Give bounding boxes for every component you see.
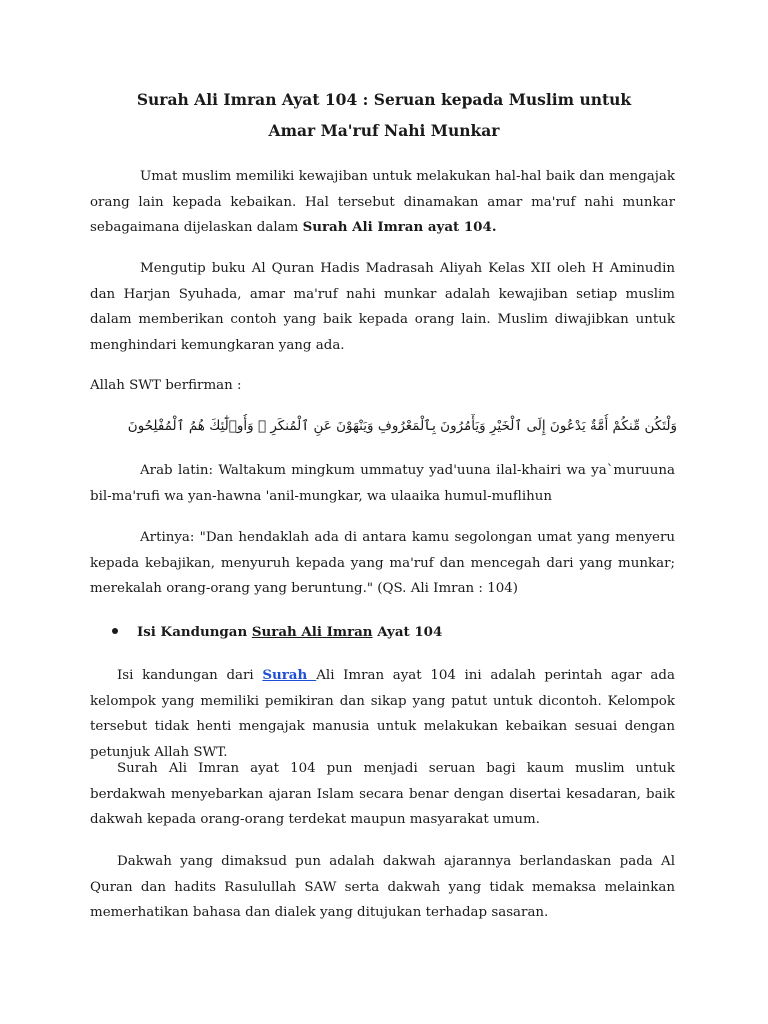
content-paragraph-2: Surah Ali Imran ayat 104 pun menjadi seruan bagi kaum muslim untuk berdakwah menyebarkan ajaran Islam secara benar dengan disertai kesadaran, baik dakwah kepada orang-orang terdekat maupun masyarakat umum. — [90, 761, 675, 827]
document-title-line-1: Surah Ali Imran Ayat 104 : Seruan kepada Muslim untuk — [136, 90, 632, 109]
section-heading-suffix: Ayat 104 — [372, 624, 443, 640]
arabic-verse: وَلْتَكُن مِّنكُمْ أُمَّةٌ يَدْعُونَ إِلَى ٱلْخَيْرِ وَيَأْمُرُونَ بِٱلْمَعْرُوفِ وَيَنْهَوْنَ عَنِ ٱلْمُنكَرِ ۚ وَأُو۟لَٰٓئِكَ هُمُ ٱلْمُفْلِحُونَ — [127, 418, 677, 434]
intro-paragraph — [90, 164, 675, 241]
quote-source-paragraph: Mengutip buku Al Quran Hadis Madrasah Aliyah Kelas XII oleh H Aminudin dan Harjan Syuhada, amar ma'ruf nahi munkar adalah kewajiban setiap muslim dalam memberikan contoh yang baik kepada orang lain. Muslim diwajibkan untuk menghindari kemungkaran yang ada. — [90, 261, 675, 353]
intro-bold-reference: Surah Ali Imran ayat 104. — [302, 219, 497, 235]
allah-berfirman-label: Allah SWT berfirman : — [90, 378, 242, 393]
bullet-icon — [112, 628, 118, 634]
latin-transliteration-paragraph: Arab latin: Waltakum mingkum ummatuy yad'uuna ilal-khairi wa ya`muruuna bil-ma'rufi wa yan-hawna 'anil-mungkar, wa ulaaika humul-muflihun — [90, 463, 675, 504]
content-paragraph-1 — [90, 663, 675, 765]
content-paragraph-3: Dakwah yang dimaksud pun adalah dakwah ajarannya berlandaskan pada Al Quran dan hadits Rasulullah SAW serta dakwah yang tidak memaksa melainkan memerhatikan bahasa dan dialek yang ditujukan terhadap sasaran. — [90, 854, 675, 920]
intro-text: Umat muslim memiliki kewajiban untuk melakukan hal-hal baik dan mengajak orang lain kepada kebaikan. Hal tersebut dinamakan amar ma'ruf nahi munkar sebagaimana dijelaskan dalam — [90, 169, 675, 235]
surah-link[interactable]: Surah — [262, 667, 317, 683]
content-prefix: Isi kandungan dari — [117, 668, 263, 683]
section-heading-underlined: Surah Ali Imran — [251, 624, 373, 640]
translation-paragraph: Artinya: "Dan hendaklah ada di antara kamu segolongan umat yang menyeru kepada kebajikan, menyuruh kepada yang ma'ruf dan mencegah dari yang munkar; merekalah orang-orang yang beruntung." (QS. Ali Imran : 104) — [90, 530, 675, 596]
content-rest: Ali Imran ayat 104 ini adalah perintah agar ada kelompok yang memiliki pemikiran dan sikap yang patut untuk dicontoh. Kelompok tersebut tidak henti mengajak manusia untuk melakukan kebaikan sesuai dengan petunjuk Allah SWT. — [90, 668, 675, 760]
document-title-line-2: Amar Ma'ruf Nahi Munkar — [268, 121, 500, 140]
section-heading-bullet — [112, 620, 442, 644]
section-heading-prefix: Isi Kandungan — [137, 624, 252, 640]
